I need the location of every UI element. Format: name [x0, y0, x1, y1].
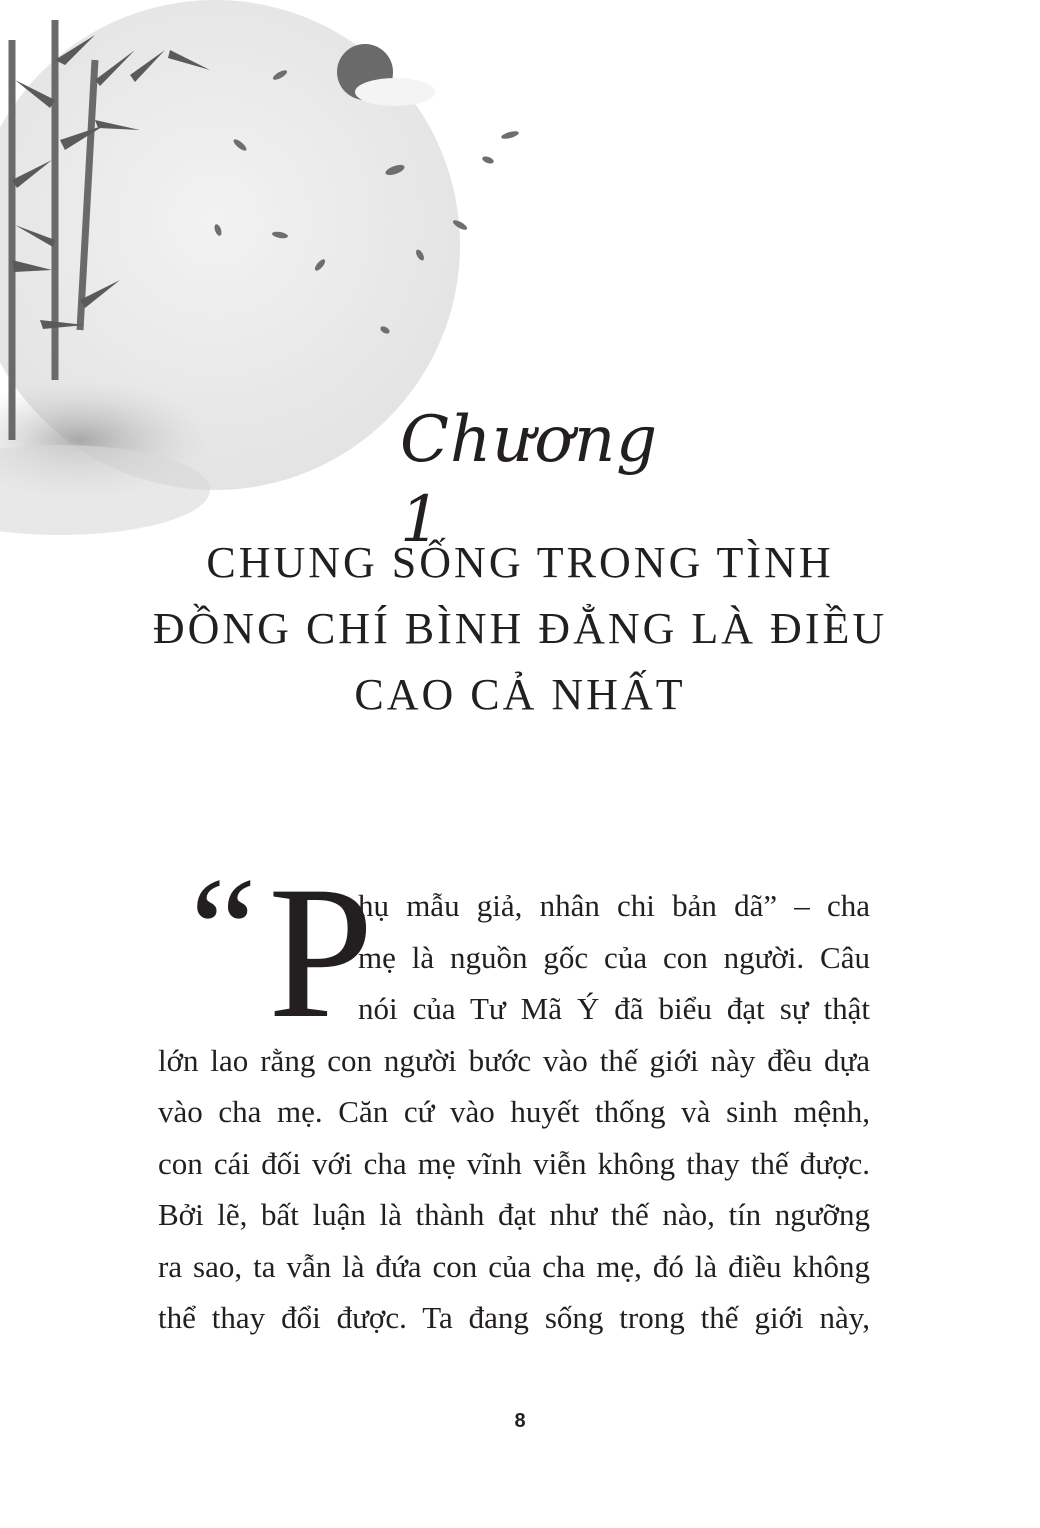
body-line: con cái đối với cha mẹ vĩnh viễn không thay thế được.: [158, 1145, 870, 1181]
body-line: Bởi lẽ, bất luận là thành đạt như thế nào, tín ngưỡng: [158, 1197, 870, 1232]
body-line: vào cha mẹ. Căn cứ vào huyết thống và sinh mệnh,: [158, 1094, 870, 1129]
chapter-label: Chương 1: [400, 403, 659, 557]
opening-quote-mark: “: [190, 847, 257, 1013]
chapter-title: [120, 530, 920, 728]
chapter-title-line: ĐỒNG CHÍ BÌNH ĐẲNG LÀ ĐIỀU: [152, 604, 888, 653]
chapter-title-line: CAO CẢ NHẤT: [354, 670, 686, 719]
drop-cap: P: [268, 848, 374, 1058]
body-line: ra sao, ta vẫn là đứa con của cha mẹ, đó là điều không: [158, 1248, 870, 1284]
body-line: nói của Tư Mã Ý đã biểu đạt sự thật: [358, 991, 870, 1026]
body-paragraph: [158, 880, 870, 1344]
body-line: mẹ là nguồn gốc của con người. Câu: [358, 939, 870, 975]
chapter-title-line: CHUNG SỐNG TRONG TÌNH: [206, 538, 834, 587]
page-number: 8: [514, 1410, 526, 1432]
body-line: lớn lao rằng con người bước vào thế giới này đều dựa: [158, 1042, 870, 1078]
body-line: thể thay đổi được. Ta đang sống trong thế giới này,: [158, 1300, 870, 1335]
body-line: hụ mẫu giả, nhân chi bản dã” – cha: [358, 888, 870, 923]
